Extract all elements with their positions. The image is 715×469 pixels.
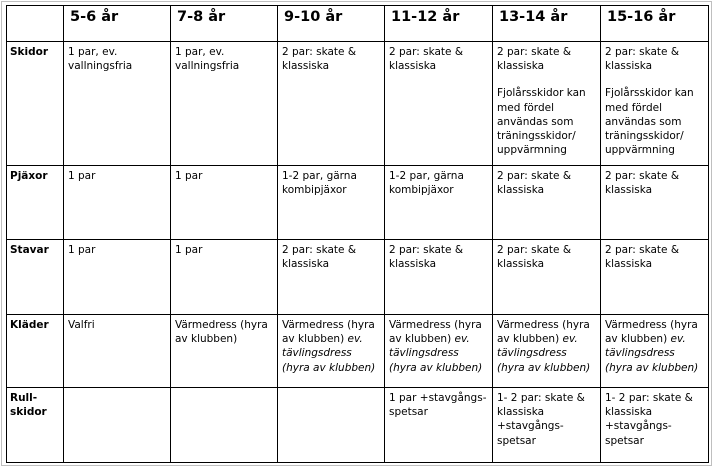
cell-text: 1 par +stavgångs-spetsar xyxy=(389,392,487,419)
row-label-pjaxor: Pjäxor xyxy=(7,166,64,240)
cell-text: 2 par: skate & klassiska xyxy=(389,46,464,73)
cell-pjaxor-11-12 xyxy=(385,166,493,240)
cell-pjaxor-9-10 xyxy=(278,166,385,240)
cell-pjaxor-5-6 xyxy=(64,166,171,240)
equipment-table xyxy=(6,5,709,463)
cell-text: 2 par: skate & klassiska xyxy=(605,170,680,197)
cell-klader-11-12 xyxy=(385,315,493,388)
row-label-line: skidor xyxy=(10,406,47,418)
cell-rullskidor-15-16 xyxy=(601,388,709,463)
cell-klader-15-16 xyxy=(601,315,709,388)
cell-italic-text: ev. tävlingsdress (hyra av klubben) xyxy=(282,333,376,374)
cell-klader-5-6 xyxy=(64,315,171,388)
header-row xyxy=(7,6,709,42)
cell-pjaxor-7-8 xyxy=(171,166,278,240)
cell-text: 1 par, ev. vallningsfria xyxy=(68,46,133,73)
cell-text: 2 par: skate & klassiska xyxy=(497,46,572,73)
cell-stavar-9-10 xyxy=(278,240,385,315)
cell-text: 2 par: skate & klassiska xyxy=(605,46,680,73)
column-header-7-8: 7-8 år xyxy=(171,6,278,42)
column-header-15-16: 15-16 år xyxy=(601,6,709,42)
cell-text: 1 par xyxy=(68,170,96,182)
cell-text: 1- 2 par: skate & klassiska +stavgångs-spetsar xyxy=(497,392,585,447)
cell-italic-text: ev. tävlingsdress (hyra av klubben) xyxy=(605,333,699,374)
cell-skidor-9-10 xyxy=(278,42,385,166)
cell-text: 1-2 par, gärna kombipjäxor xyxy=(389,170,464,197)
cell-text: Värmedress (hyra av klubben) xyxy=(389,319,482,346)
cell-text: Värmedress (hyra av klubben) xyxy=(605,319,698,346)
column-header-9-10: 9-10 år xyxy=(278,6,385,42)
cell-text: 1 par, ev. vallningsfria xyxy=(175,46,240,73)
table-row-skidor xyxy=(7,42,709,166)
cell-note: Fjolårsskidor kan med fördel användas som träningsskidor/ uppvärmning xyxy=(497,87,586,157)
row-label-stavar: Stavar xyxy=(7,240,64,315)
cell-skidor-5-6 xyxy=(64,42,171,166)
cell-text: 2 par: skate & klassiska xyxy=(497,170,572,197)
row-label-rullskidor xyxy=(7,388,64,463)
cell-text: Värmedress (hyra av klubben) xyxy=(175,319,268,346)
cell-text: 1 par xyxy=(175,244,203,256)
table-row-klader xyxy=(7,315,709,388)
cell-text: 2 par: skate & klassiska xyxy=(282,244,357,271)
cell-rullskidor-9-10 xyxy=(278,388,385,463)
cell-pjaxor-13-14 xyxy=(493,166,601,240)
cell-klader-9-10 xyxy=(278,315,385,388)
cell-text: 1 par xyxy=(175,170,203,182)
cell-text: 1 par xyxy=(68,244,96,256)
cell-text: 2 par: skate & klassiska xyxy=(389,244,464,271)
cell-rullskidor-11-12 xyxy=(385,388,493,463)
cell-stavar-5-6 xyxy=(64,240,171,315)
table-row-rullskidor xyxy=(7,388,709,463)
cell-text: 2 par: skate & klassiska xyxy=(282,46,357,73)
cell-stavar-15-16 xyxy=(601,240,709,315)
cell-rullskidor-13-14 xyxy=(493,388,601,463)
cell-skidor-15-16 xyxy=(601,42,709,166)
cell-italic-text: ev. tävlingsdress (hyra av klubben) xyxy=(497,333,591,374)
table-row-stavar xyxy=(7,240,709,315)
cell-stavar-7-8 xyxy=(171,240,278,315)
cell-italic-text: ev. tävlingsdress (hyra av klubben) xyxy=(389,333,483,374)
corner-cell xyxy=(7,6,64,42)
cell-text: 1-2 par, gärna kombipjäxor xyxy=(282,170,357,197)
row-label-line: Rull- xyxy=(10,392,38,404)
cell-text: Värmedress (hyra av klubben) xyxy=(497,319,590,346)
column-header-5-6: 5-6 år xyxy=(64,6,171,42)
column-header-13-14: 13-14 år xyxy=(493,6,601,42)
row-label-klader: Kläder xyxy=(7,315,64,388)
cell-note: Fjolårsskidor kan med fördel användas som träningsskidor/ uppvärmning xyxy=(605,87,694,157)
cell-text: 1- 2 par: skate & klassiska +stavgångs-spetsar xyxy=(605,392,693,447)
table-row-pjaxor xyxy=(7,166,709,240)
cell-text: Valfri xyxy=(68,319,95,331)
cell-stavar-13-14 xyxy=(493,240,601,315)
cell-rullskidor-7-8 xyxy=(171,388,278,463)
row-label-skidor: Skidor xyxy=(7,42,64,166)
cell-skidor-7-8 xyxy=(171,42,278,166)
cell-stavar-11-12 xyxy=(385,240,493,315)
column-header-11-12: 11-12 år xyxy=(385,6,493,42)
cell-klader-13-14 xyxy=(493,315,601,388)
cell-text: Värmedress (hyra av klubben) xyxy=(282,319,375,346)
cell-skidor-11-12 xyxy=(385,42,493,166)
cell-rullskidor-5-6 xyxy=(64,388,171,463)
cell-text: 2 par: skate & klassiska xyxy=(605,244,680,271)
cell-klader-7-8 xyxy=(171,315,278,388)
cell-pjaxor-15-16 xyxy=(601,166,709,240)
cell-text: 2 par: skate & klassiska xyxy=(497,244,572,271)
cell-skidor-13-14 xyxy=(493,42,601,166)
